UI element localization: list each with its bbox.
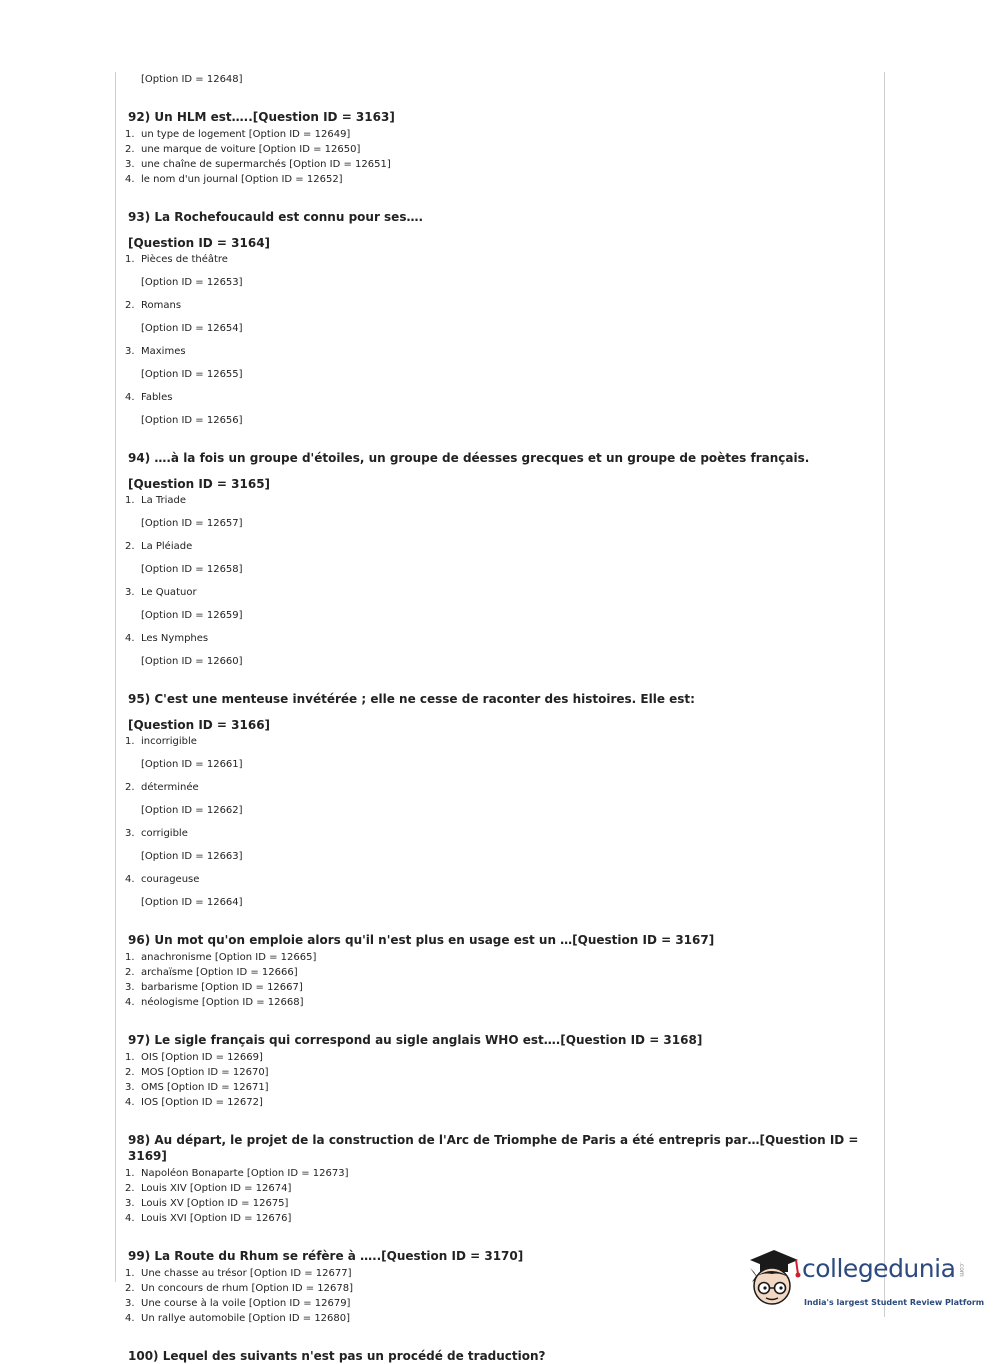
option-number: 1.: [125, 736, 135, 747]
option-body: [141, 873, 243, 910]
logo-domain: .com: [958, 1262, 965, 1277]
option-text: Pièces de théâtre: [141, 254, 228, 265]
option-number: 3.: [125, 1298, 135, 1309]
option-body: [141, 1281, 353, 1296]
question-title: 93) La Rochefoucauld est connu pour ses….: [128, 210, 424, 224]
logo-tagline: India's largest Student Review Platform: [804, 1298, 985, 1307]
option-text: un type de logement [Option ID = 12649]: [141, 129, 351, 140]
option-number: 4.: [125, 874, 135, 885]
option-id: [Option ID = 12663]: [141, 851, 243, 862]
option-item: [125, 965, 865, 980]
option-body: [141, 735, 243, 772]
option-body: [141, 1095, 263, 1110]
option-item: [125, 127, 865, 142]
option-list: [125, 735, 865, 910]
option-id: [Option ID = 12662]: [141, 805, 243, 816]
option-item: [125, 299, 865, 336]
option-body: [141, 827, 243, 864]
option-id: [Option ID = 12661]: [141, 759, 243, 770]
question-block: [125, 209, 865, 428]
option-item: [125, 157, 865, 172]
option-text: Les Nymphes: [141, 633, 209, 644]
option-id: [Option ID = 12655]: [141, 369, 243, 380]
option-number: 3.: [125, 982, 135, 993]
option-body: [141, 1050, 263, 1065]
option-text: anachronisme [Option ID = 12665]: [141, 952, 317, 963]
option-body: [141, 1166, 348, 1181]
option-body: [141, 781, 243, 818]
option-item: [125, 950, 865, 965]
option-text: Un rallye automobile [Option ID = 12680]: [141, 1313, 351, 1324]
question-block: [125, 1032, 865, 1110]
option-text: archaïsme [Option ID = 12666]: [141, 967, 298, 978]
option-body: [141, 540, 243, 577]
option-item: [125, 1050, 865, 1065]
option-number: 1.: [125, 1052, 135, 1063]
option-body: [141, 157, 391, 172]
option-number: 3.: [125, 1198, 135, 1209]
mascot-icon: [740, 1248, 802, 1310]
option-number: 4.: [125, 1313, 135, 1324]
option-item: [125, 1065, 865, 1080]
option-text: Louis XVI [Option ID = 12676]: [141, 1213, 292, 1224]
question-title: 97) Le sigle français qui correspond au sigle anglais WHO est….[Question ID = 3168]: [128, 1033, 703, 1047]
option-body: [141, 950, 316, 965]
option-body: [141, 1065, 269, 1080]
option-number: 2.: [125, 144, 135, 155]
question-title: 92) Un HLM est…..[Question ID = 3163]: [128, 110, 395, 124]
option-number: 1.: [125, 952, 135, 963]
option-item: [125, 995, 865, 1010]
option-number: 2.: [125, 1067, 135, 1078]
question-title: 94) ….à la fois un groupe d'étoiles, un groupe de déesses grecques et un groupe de poètes français.: [128, 451, 810, 465]
option-text: Fables: [141, 392, 173, 403]
option-body: [141, 586, 243, 623]
option-number: 2.: [125, 1183, 135, 1194]
option-number: 2.: [125, 967, 135, 978]
option-list: [125, 253, 865, 428]
option-text: incorrigible: [141, 736, 197, 747]
option-body: [141, 1311, 350, 1326]
option-number: 1.: [125, 1268, 135, 1279]
option-text: barbarisme [Option ID = 12667]: [141, 982, 303, 993]
logo-wordmark: collegedunia: [802, 1254, 956, 1283]
option-body: [141, 1211, 291, 1226]
option-number: 4.: [125, 1213, 135, 1224]
option-item: [125, 781, 865, 818]
option-item: [125, 391, 865, 428]
option-item: [125, 1196, 865, 1211]
option-text: néologisme [Option ID = 12668]: [141, 997, 304, 1008]
option-body: [141, 1296, 350, 1311]
question-title-100: 100) Lequel des suivants n'est pas un procédé de traduction?: [128, 1349, 546, 1363]
option-number: 4.: [125, 174, 135, 185]
option-number: 2.: [125, 300, 135, 311]
option-number: 3.: [125, 1082, 135, 1093]
option-list: [125, 950, 865, 1010]
option-id: [Option ID = 12658]: [141, 564, 243, 575]
option-text: le nom d'un journal [Option ID = 12652]: [141, 174, 343, 185]
option-text: La Triade: [141, 495, 187, 506]
question-id: [Question ID = 3164]: [128, 236, 271, 250]
option-text: Louis XIV [Option ID = 12674]: [141, 1183, 292, 1194]
option-id: [Option ID = 12653]: [141, 277, 243, 288]
option-item: [125, 172, 865, 187]
option-item: [125, 1181, 865, 1196]
option-number: 1.: [125, 1168, 135, 1179]
option-item: [125, 586, 865, 623]
option-text: corrigible: [141, 828, 188, 839]
option-item: [125, 1166, 865, 1181]
option-id: [Option ID = 12659]: [141, 610, 243, 621]
option-item: [125, 827, 865, 864]
question-block: [125, 450, 865, 669]
option-body: [141, 494, 243, 531]
option-body: [141, 1080, 269, 1095]
option-body: [141, 127, 350, 142]
question-block: [125, 691, 865, 910]
question-title: 95) C'est une menteuse invétérée ; elle ne cesse de raconter des histoires. Elle est:: [128, 692, 695, 706]
option-body: [141, 142, 360, 157]
option-number: 1.: [125, 129, 135, 140]
option-body: [141, 1266, 351, 1281]
option-id: [Option ID = 12660]: [141, 656, 243, 667]
option-text: Napoléon Bonaparte [Option ID = 12673]: [141, 1168, 349, 1179]
option-item: [125, 1095, 865, 1110]
option-number: 4.: [125, 1097, 135, 1108]
right-margin-rule: [884, 72, 885, 1317]
option-body: [141, 391, 243, 428]
question-title: 99) La Route du Rhum se réfère à …..[Question ID = 3170]: [128, 1249, 524, 1263]
question-id: [Question ID = 3165]: [128, 477, 271, 491]
option-list: [125, 127, 865, 187]
question-title: 96) Un mot qu'on emploie alors qu'il n'est plus en usage est un …[Question ID = 3167]: [128, 933, 715, 947]
option-item: [125, 142, 865, 157]
option-number: 2.: [125, 782, 135, 793]
option-id-carryover: [Option ID = 12648]: [141, 74, 243, 85]
option-text: courageuse: [141, 874, 200, 885]
option-id: [Option ID = 12657]: [141, 518, 243, 529]
option-number: 1.: [125, 254, 135, 265]
option-number: 4.: [125, 997, 135, 1008]
option-number: 2.: [125, 541, 135, 552]
option-text: une chaîne de supermarchés [Option ID = 12651]: [141, 159, 391, 170]
option-number: 3.: [125, 159, 135, 170]
option-text: OMS [Option ID = 12671]: [141, 1082, 269, 1093]
option-number: 4.: [125, 392, 135, 403]
option-text: Louis XV [Option ID = 12675]: [141, 1198, 289, 1209]
option-body: [141, 995, 303, 1010]
option-item: [125, 735, 865, 772]
option-body: [141, 1196, 288, 1211]
option-body: [141, 632, 243, 669]
option-number: 2.: [125, 1283, 135, 1294]
option-item: [125, 345, 865, 382]
option-item: [125, 540, 865, 577]
option-item: [125, 632, 865, 669]
option-body: [141, 965, 298, 980]
option-number: 3.: [125, 828, 135, 839]
option-number: 3.: [125, 346, 135, 357]
option-text: OIS [Option ID = 12669]: [141, 1052, 263, 1063]
question-title: 98) Au départ, le projet de la construction de l'Arc de Triomphe de Paris a été entrepris par…[Question ID = 3169]: [128, 1133, 859, 1163]
option-id: [Option ID = 12654]: [141, 323, 243, 334]
option-item: [125, 980, 865, 995]
option-number: 4.: [125, 633, 135, 644]
question-block: [125, 1132, 865, 1226]
question-list: [125, 109, 865, 1326]
option-text: déterminée: [141, 782, 199, 793]
option-text: Une chasse au trésor [Option ID = 12677]: [141, 1268, 352, 1279]
option-text: une marque de voiture [Option ID = 12650]: [141, 144, 361, 155]
option-id: [Option ID = 12656]: [141, 415, 243, 426]
option-item: [125, 1211, 865, 1226]
option-text: Le Quatuor: [141, 587, 197, 598]
option-text: Un concours de rhum [Option ID = 12678]: [141, 1283, 354, 1294]
option-text: IOS [Option ID = 12672]: [141, 1097, 263, 1108]
option-number: 1.: [125, 495, 135, 506]
question-sheet: [125, 73, 865, 1364]
option-list: [125, 1166, 865, 1226]
option-body: [141, 345, 243, 382]
option-body: [141, 980, 303, 995]
left-margin-rule: [115, 72, 116, 1282]
option-body: [141, 172, 343, 187]
option-item: [125, 494, 865, 531]
question-block: [125, 109, 865, 187]
option-text: Romans: [141, 300, 182, 311]
option-text: Une course à la voile [Option ID = 12679]: [141, 1298, 351, 1309]
option-text: La Pléiade: [141, 541, 193, 552]
option-body: [141, 253, 243, 290]
option-id: [Option ID = 12664]: [141, 897, 243, 908]
option-list: [125, 1050, 865, 1110]
option-body: [141, 1181, 291, 1196]
collegedunia-logo: [740, 1248, 985, 1318]
question-id: [Question ID = 3166]: [128, 718, 271, 732]
question-block: [125, 932, 865, 1010]
option-list: [125, 494, 865, 669]
option-item: [125, 253, 865, 290]
option-item: [125, 1080, 865, 1095]
option-item: [125, 873, 865, 910]
option-body: [141, 299, 243, 336]
option-text: Maximes: [141, 346, 186, 357]
option-text: MOS [Option ID = 12670]: [141, 1067, 269, 1078]
option-number: 3.: [125, 587, 135, 598]
